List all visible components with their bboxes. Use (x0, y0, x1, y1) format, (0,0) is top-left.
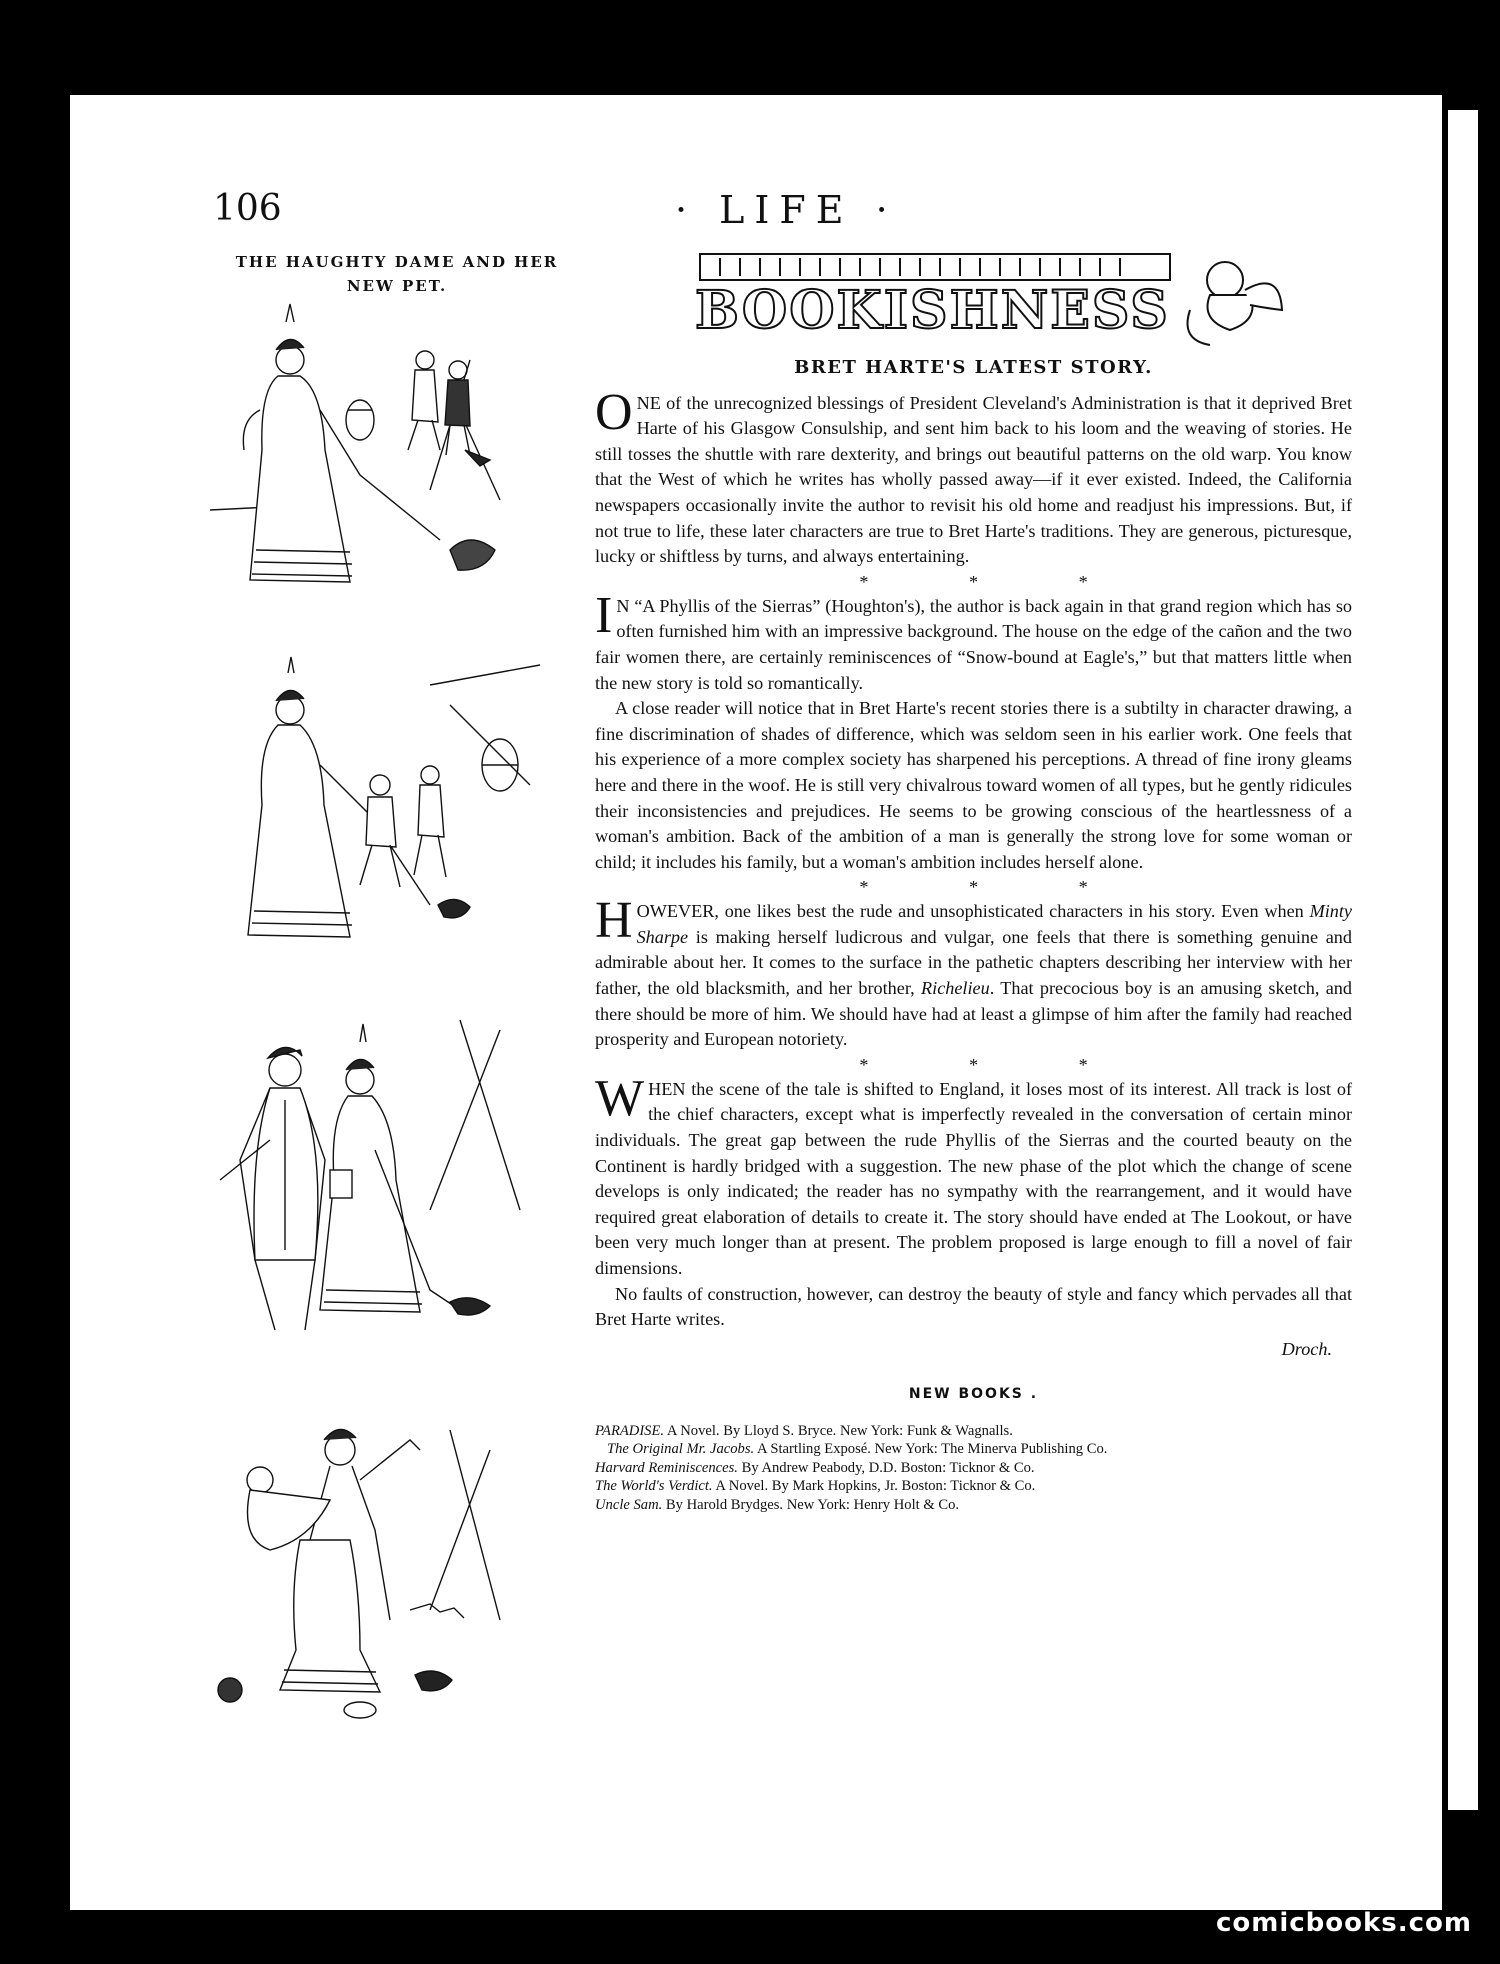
article-paragraph-3: A close reader will notice that in Bret Harte's recent stories there is a subtilty in character drawing, a fine discrimination of shades of difference, which was seldom seen in his earlier work. One feels that his experience of a more complex society has sharpened his perceptions. A thread of fine irony gleams here and there in the woof. He is still very chivalrous toward women of all types, but he gently ridicules their inconsistencies and prejudices. He seems to be growing conscious of the heartlessness of a woman's ambition. Back of the ambition of a man is generally the strong love for some woman or child; it includes his family, but a woman's ambition includes herself alone. (595, 698, 1352, 872)
section-separator: * * * (859, 571, 1136, 592)
drop-cap: I (595, 586, 613, 644)
article-paragraph-2: I N “A Phyllis of the Sierras” (Houghton's), the author is back again in that grand region which has so often furnished him with an impressive background. The house on the edge of the cañon and the two fair women there, are certainly reminiscences of “Snow-bound at Eagle's,” but that matters little when the new story is told so romantically. (595, 586, 1352, 693)
book-listing: The Original Mr. Jacobs. A Startling Exposé. New York: The Minerva Publishing Co. (607, 1441, 1108, 1458)
illustration-policeman-carrying-dame (200, 1420, 580, 1720)
page-number: 106 (213, 188, 282, 229)
book-listing: Harvard Reminiscences. By Andrew Peabody, D.D. Boston: Ticknor & Co. (595, 1459, 1035, 1476)
drop-cap: H (595, 892, 633, 950)
illustration-dame-with-children (200, 655, 580, 985)
author-signature: Droch. (1281, 1338, 1332, 1359)
book-listing: The World's Verdict. A Novel. By Mark Hopkins, Jr. Boston: Ticknor & Co. (595, 1478, 1036, 1495)
book-listing: PARADISE. A Novel. By Lloyd S. Bryce. New York: Funk & Wagnalls. (595, 1422, 1013, 1439)
bookishness-banner (690, 250, 1290, 360)
masthead: · LIFE · (675, 188, 898, 232)
article-column (595, 355, 1352, 1514)
illustration-dame-with-policeman (200, 1010, 580, 1340)
drop-cap: W (595, 1069, 645, 1127)
site-watermark: comicbooks.com (1215, 1908, 1472, 1938)
article-paragraph-1: ONE of the unrecognized blessings of President Cleveland's Administration is that it deprived Bret Harte of his Glasgow Consulship, and sent him back to his loom and the weaving of stories. He still tosses the shuttle with rare dexterity, and brings out beautiful patterns on the old warp. You know that the West of which he writes has wholly passed away—if it ever existed. Indeed, the California newspapers occasionally invite the author to revisit his old home and readjust his impressions. But, if not true to life, these later characters are true to Bret Harte's traditions. They are generous, picturesque, lucky or shiftless by turns, and always entertaining. (595, 383, 1352, 567)
section-separator: * * * (859, 1054, 1136, 1075)
cherub-icon (1207, 262, 1243, 298)
drop-cap: O (595, 383, 633, 441)
book-listing: Uncle Sam. By Harold Brydges. New York: Henry Holt & Co. (595, 1496, 960, 1513)
banner-title: BOOKISHNESS (695, 280, 1170, 341)
article-paragraph-5: WHEN the scene of the tale is shifted to England, it loses most of its interest. All track is lost of the chief characters, except what is imperfectly revealed in the conversation of certain minor individuals. The great gap between the rude Phyllis of the Sierras and the courted beauty on the Continent is hardly bridged with a suggestion. The new phase of the plot which the change of scene develops is only indicated; the reader has no sympathy with the rearrangement, and it would have required great elaboration of details to create it. The story should have ended at The Lookout, or have been very much longer than at present. The problem proposed is large enough to fill a novel of fair dimensions. (595, 1069, 1352, 1278)
section-separator: * * * (859, 877, 1136, 898)
illustration-caption: THE HAUGHTY DAME AND HER NEW PET. (235, 253, 559, 295)
new-books-heading: NEW BOOKS . (908, 1386, 1039, 1403)
article-paragraph-6: No faults of construction, however, can destroy the beauty of style and fancy which pervades all that Bret Harte writes. (595, 1283, 1352, 1330)
adjacent-page-edge (1448, 110, 1478, 1810)
illustration-dame-with-dog (200, 300, 580, 630)
article-paragraph-4: HOWEVER, one likes best the rude and unsophisticated characters in his story. Even when Minty Sharpe is making herself ludicrous and vulgar, one feels that there is something genuine and admirable about her. It comes to the surface in the pathetic chapters describing her interview with her father, the old blacksmith, and her brother, Richelieu. That precocious boy is an amusing sketch, and there should be more of him. We should have had at least a glimpse of him after the family had reached prosperity and European notoriety. (595, 892, 1352, 1050)
article-title: BRET HARTE'S LATEST STORY. (794, 357, 1153, 378)
